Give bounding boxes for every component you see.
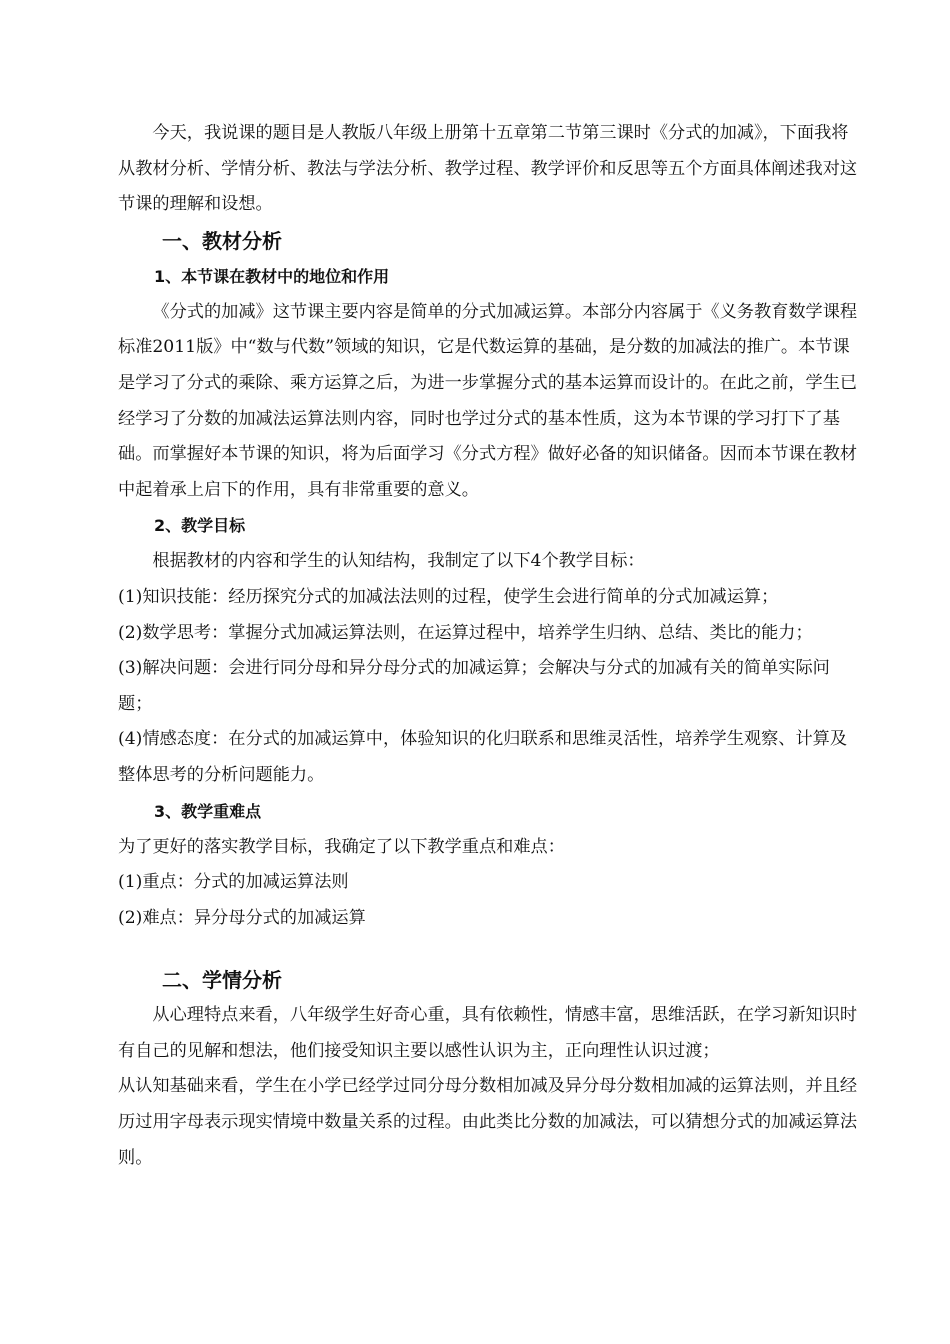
key-point-item: (2)难点：异分母分式的加减运算 (118, 907, 366, 928)
document-body (118, 116, 860, 1176)
objective-item: (4)情感态度：在分式的加减运算中，体验知识的化归联系和思维灵活性，培养学生观察、计算及整体思考的分析问题能力。 (118, 729, 848, 785)
section-1-1-heading: 1、本节课在教材中的地位和作用 (154, 266, 390, 286)
section-2-paragraph-1: 从心理特点来看，八年级学生好奇心重，具有依赖性，情感丰富，思维活跃，在学习新知识时有自己的见解和想法，他们接受知识主要以感性认识为主，正向理性认识过渡； (118, 1005, 858, 1061)
section-1-2-paragraph: 根据教材的内容和学生的认知结构，我制定了以下4个教学目标： (152, 551, 645, 572)
section-1-3-heading: 3、教学重难点 (154, 801, 262, 821)
objective-item: (2)数学思考：掌握分式加减运算法则，在运算过程中，培养学生归纳、总结、类比的能力； (118, 622, 813, 643)
objective-item: (3)解决问题：会进行同分母和异分母分式的加减运算；会解决与分式的加减有关的简单实际问题； (118, 658, 830, 714)
section-2-paragraph-2: 从认知基础来看，学生在小学已经学过同分母分数相加减及异分母分数相加减的运算法则，并且经历过用字母表示现实情境中数量关系的过程。由此类比分数的加减法，可以猜想分式的加减运算法则。 (118, 1076, 858, 1168)
intro-paragraph: 今天，我说课的题目是人教版八年级上册第十五章第二节第三课时《分式的加减》，下面我将从教材分析、学情分析、教法与学法分析、教学过程、教学评价和反思等五个方面具体阐述我对这节课的理解和设想。 (118, 123, 858, 215)
section-1-heading: 一、教材分析 (162, 228, 282, 253)
key-point-item: (1)重点：分式的加减运算法则 (118, 872, 349, 893)
section-1-2-heading: 2、教学目标 (154, 516, 246, 536)
section-1-3-paragraph: 为了更好的落实教学目标，我确定了以下教学重点和难点： (118, 836, 565, 857)
section-1-1-paragraph: 《分式的加减》这节课主要内容是简单的分式加减运算。本部分内容属于《义务教育数学课程标准2011版》中“数与代数”领域的知识，它是代数运算的基础，是分数的加减法的推广。本节课是学习了分式的乘除、乘方运算之后，为进一步掌握分式的基本运算而设计的。在此之前，学生已经学习了分数的加减法运算法则内容，同时也学过分式的基本性质，这为本节课的学习打下了基础。而掌握好本节课的知识，将为后面学习《分式方程》做好必备的知识储备。因而本节课在教材中起着承上启下的作用，具有非常重要的意义。 (118, 301, 858, 500)
section-2-heading: 二、学情分析 (162, 968, 282, 993)
section-gap (118, 936, 860, 962)
objective-item: (1)知识技能：经历探究分式的加减法法则的过程，使学生会进行简单的分式加减运算； (118, 586, 779, 607)
